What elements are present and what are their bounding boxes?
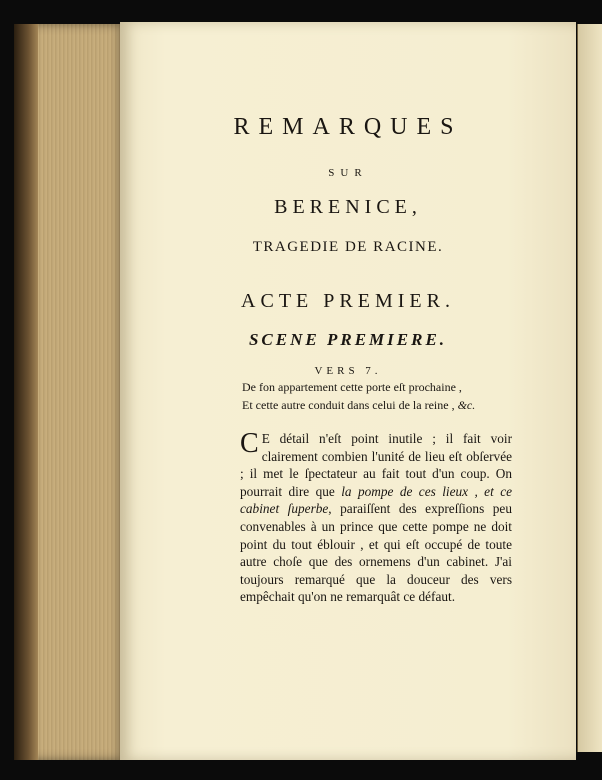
page-content xyxy=(120,22,576,760)
heading-berenice: BERENICE, xyxy=(274,196,422,218)
drop-cap: C xyxy=(240,428,259,459)
verse-label: VERS 7. xyxy=(314,365,382,377)
heading-remarques: REMARQUES xyxy=(233,114,463,140)
verse-line-1: De fon appartement cette porte eſt prochaine , xyxy=(242,380,462,394)
heading-tragedie: TRAGEDIE DE RACINE. xyxy=(252,239,444,255)
verse-etc: &c. xyxy=(457,398,476,412)
commentary-part-2: , paraiſſent des expreſſions peu convenables à un prince que cette pompe ne doit point du tout éblouir , et qui eſt occupé de toute autre choſe que des ornemens d'un cabinet. J'ai toujours remarqué que la douceur des vers empêchait qu'on ne remarquât ce défaut. xyxy=(240,501,512,605)
verse-line-2-text: Et cette autre conduit dans celui de la reine , xyxy=(242,398,455,412)
book-page-edges xyxy=(14,24,126,760)
commentary-part-1: E détail n'eſt point inutile ; il fait voir clairement combien l'unité de lieu eſt obſervée ; il met le ſpectateur au fait tout d'un coup. On pourrait dire que xyxy=(240,431,512,499)
book-page xyxy=(120,22,576,760)
commentary-paragraph xyxy=(240,430,512,606)
heading-sur: SUR xyxy=(328,167,368,179)
adjacent-page-edge xyxy=(577,24,602,752)
book-cover-edge xyxy=(14,24,38,760)
scene-title: SCENE PREMIERE. xyxy=(248,330,448,349)
act-title: ACTE PREMIER. xyxy=(241,290,455,312)
verse-line-2 xyxy=(242,398,475,413)
commentary-quote: la pompe de ces lieux , et ce cabinet ſuperbe xyxy=(240,483,512,517)
